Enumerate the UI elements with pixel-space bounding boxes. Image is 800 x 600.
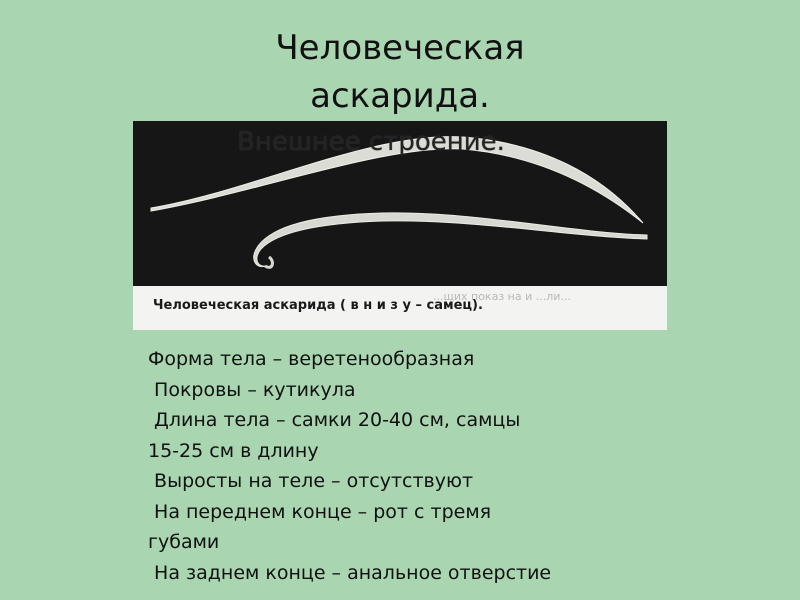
- photo-caption: Человеческая аскарида ( в н и з у – самец).: [153, 298, 483, 313]
- fact-line: Форма тела – веретенообразная: [148, 348, 475, 370]
- fact-line: Покровы – кутикула: [148, 378, 356, 401]
- fact-line: Длина тела – самки 20-40 см, самцы: [148, 409, 521, 431]
- title-line-2: аскарида.: [310, 76, 490, 116]
- male-worm-tail-curl: [265, 257, 272, 267]
- fact-line: 15-25 см в длину: [148, 439, 319, 462]
- fact-line: губами: [148, 531, 220, 553]
- slide-title: [200, 24, 600, 120]
- photo-caption-faded: ...щих показ на и ...ли...: [433, 290, 571, 303]
- male-worm: [254, 213, 647, 267]
- fact-line: На переднем конце – рот с тремя: [148, 500, 492, 523]
- facts-list: [148, 344, 618, 588]
- title-line-1: Человеческая: [275, 28, 525, 68]
- fact-line: На заднем конце – анальное отверстие: [148, 561, 552, 584]
- photo-caption-strip: [133, 286, 667, 330]
- fact-line: Выросты на теле – отсутствуют: [148, 470, 474, 492]
- photo-subtitle: Внешнее строение.: [237, 127, 505, 157]
